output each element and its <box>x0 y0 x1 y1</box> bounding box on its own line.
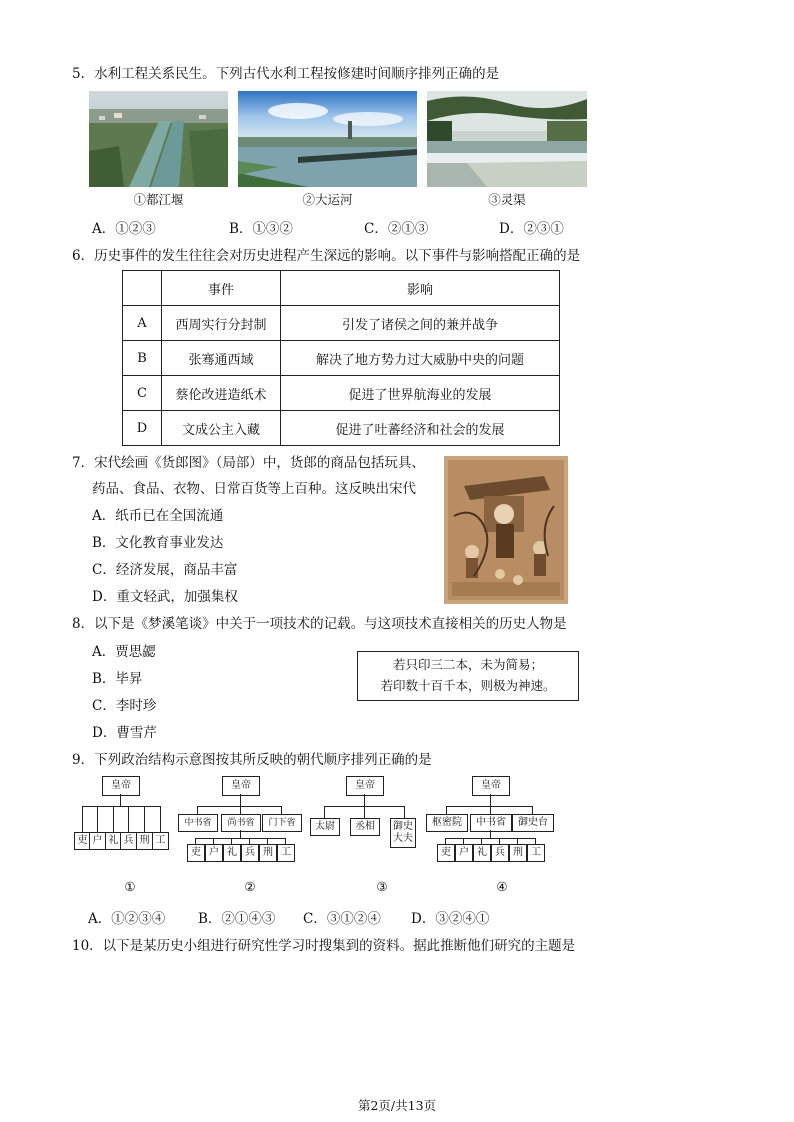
q7-stem-line2: 药品、食品、衣物、日常百货等上百种。这反映出宋代 <box>92 481 416 497</box>
diagram-3-label: ③ <box>376 879 388 894</box>
ministry-box: 吏 <box>74 832 91 850</box>
org-chart-2 <box>178 776 298 864</box>
table-header-cell <box>123 271 162 306</box>
q6-table <box>122 270 560 446</box>
table-cell: 文成公主入藏 <box>162 411 281 446</box>
table-cell: 促进了吐蕃经济和社会的发展 <box>281 411 560 446</box>
q8-option-d[interactable]: D．曹雪芹 <box>92 725 157 741</box>
diagram-1-label: ① <box>124 879 136 894</box>
q5-stem: 5．水利工程关系民生。下列古代水利工程按修建时间顺序排列正确的是 <box>72 66 500 82</box>
central-office-box: 枢密院 <box>426 814 468 832</box>
ministry-box: 兵 <box>491 844 509 862</box>
quote-line-2: 若印数十百千本，则极为神速。 <box>380 678 556 693</box>
ministry-box: 兵 <box>120 832 137 850</box>
q8-option-a[interactable]: A．贾思勰 <box>92 644 156 660</box>
caption-grand-canal: ②大运河 <box>302 192 353 207</box>
q8-option-c[interactable]: C．李时珍 <box>92 698 157 714</box>
table-header-cell: 事件 <box>162 271 281 306</box>
q8-stem: 8．以下是《梦溪笔谈》中关于一项技术的记载。与这项技术直接相关的历史人物是 <box>72 616 567 632</box>
q8-quote-box <box>357 651 579 701</box>
ministry-box: 工 <box>152 832 169 850</box>
q7-option-c[interactable]: C．经济发展，商品丰富 <box>92 562 238 578</box>
table-cell: 张骞通西域 <box>162 341 281 376</box>
q7-option-d[interactable]: D．重文轻武，加强集权 <box>92 589 238 605</box>
table-header-cell: 影响 <box>281 271 560 306</box>
central-office-box: 门下省 <box>262 814 302 832</box>
table-cell: 解决了地方势力过大威胁中央的问题 <box>281 341 560 376</box>
quote-line-1: 若只印三二本，未为简易； <box>392 657 543 672</box>
page-number: 第2页/共13页 <box>357 1098 437 1113</box>
official-box: 御史大夫 <box>390 818 416 848</box>
emperor-box: 皇帝 <box>346 776 384 796</box>
ministry-box: 礼 <box>473 844 491 862</box>
q7-stem-line1: 7．宋代绘画《货郎图》（局部）中，货郎的商品包括玩具、 <box>72 455 425 471</box>
q10-stem: 10．以下是某历史小组进行研究性学习时搜集到的资料。据此推断他们研究的主题是 <box>72 938 576 954</box>
emperor-box: 皇帝 <box>102 776 140 796</box>
table-row <box>123 376 560 411</box>
q5-option-c[interactable]: C．②①③ <box>364 221 429 237</box>
central-office-box: 中书省 <box>470 814 512 832</box>
org-chart-3 <box>310 776 418 851</box>
peddler-painting <box>444 456 568 604</box>
dujiangyan-photo <box>89 91 228 187</box>
emperor-box: 皇帝 <box>472 776 510 796</box>
q9-option-c[interactable]: C．③①②④ <box>303 911 381 927</box>
ministry-box: 刑 <box>509 844 527 862</box>
official-box: 太尉 <box>310 818 340 836</box>
table-cell: 西周实行分封制 <box>162 306 281 341</box>
table-header-row <box>123 271 560 306</box>
q9-option-a[interactable]: A．①②③④ <box>88 911 166 927</box>
ministry-box: 刑 <box>136 832 153 850</box>
official-box: 丞相 <box>350 818 380 836</box>
ministry-box: 刑 <box>259 844 277 862</box>
q7-option-a[interactable]: A．纸币已在全国流通 <box>92 508 224 524</box>
grand-canal-photo <box>238 91 417 187</box>
ministry-box: 吏 <box>437 844 455 862</box>
ministry-box: 兵 <box>241 844 259 862</box>
ministry-box: 工 <box>277 844 295 862</box>
central-office-box: 御史台 <box>512 814 554 832</box>
ministry-box: 户 <box>89 832 106 850</box>
ministry-box: 礼 <box>105 832 122 850</box>
q9-option-b[interactable]: B．②①④③ <box>198 911 276 927</box>
ministry-box: 礼 <box>223 844 241 862</box>
q6-stem: 6．历史事件的发生往往会对历史进程产生深远的影响。以下事件与影响搭配正确的是 <box>72 248 581 264</box>
q9-option-d[interactable]: D．③②④① <box>411 911 490 927</box>
q8-option-b[interactable]: B．毕昇 <box>92 671 143 687</box>
central-office-box: 中书省 <box>178 814 218 832</box>
org-chart-1 <box>74 776 170 851</box>
table-cell: D <box>123 411 162 446</box>
table-cell: 引发了诸侯之间的兼并战争 <box>281 306 560 341</box>
table-row <box>123 411 560 446</box>
table-cell: 蔡伦改进造纸术 <box>162 376 281 411</box>
ministry-box: 工 <box>527 844 545 862</box>
q5-option-a[interactable]: A．①②③ <box>92 221 156 237</box>
table-row <box>123 341 560 376</box>
central-office-box: 尚书省 <box>221 814 261 832</box>
q7-option-b[interactable]: B．文化教育事业发达 <box>92 535 224 551</box>
table-cell: B <box>123 341 162 376</box>
ministry-box: 户 <box>205 844 223 862</box>
q5-option-d[interactable]: D．②③① <box>499 221 564 237</box>
q9-stem: 9．下列政治结构示意图按其所反映的朝代顺序排列正确的是 <box>72 752 432 768</box>
emperor-box: 皇帝 <box>222 776 260 796</box>
lingqu-photo <box>427 91 587 187</box>
table-cell: A <box>123 306 162 341</box>
caption-lingqu: ③灵渠 <box>488 192 526 207</box>
table-cell: C <box>123 376 162 411</box>
table-row <box>123 306 560 341</box>
ministry-box: 户 <box>455 844 473 862</box>
diagram-2-label: ② <box>244 879 256 894</box>
table-cell: 促进了世界航海业的发展 <box>281 376 560 411</box>
q5-option-b[interactable]: B．①③② <box>229 221 293 237</box>
caption-dujiangyan: ①都江堰 <box>133 192 184 207</box>
diagram-4-label: ④ <box>496 879 508 894</box>
ministry-box: 吏 <box>187 844 205 862</box>
org-chart-4 <box>426 776 550 864</box>
